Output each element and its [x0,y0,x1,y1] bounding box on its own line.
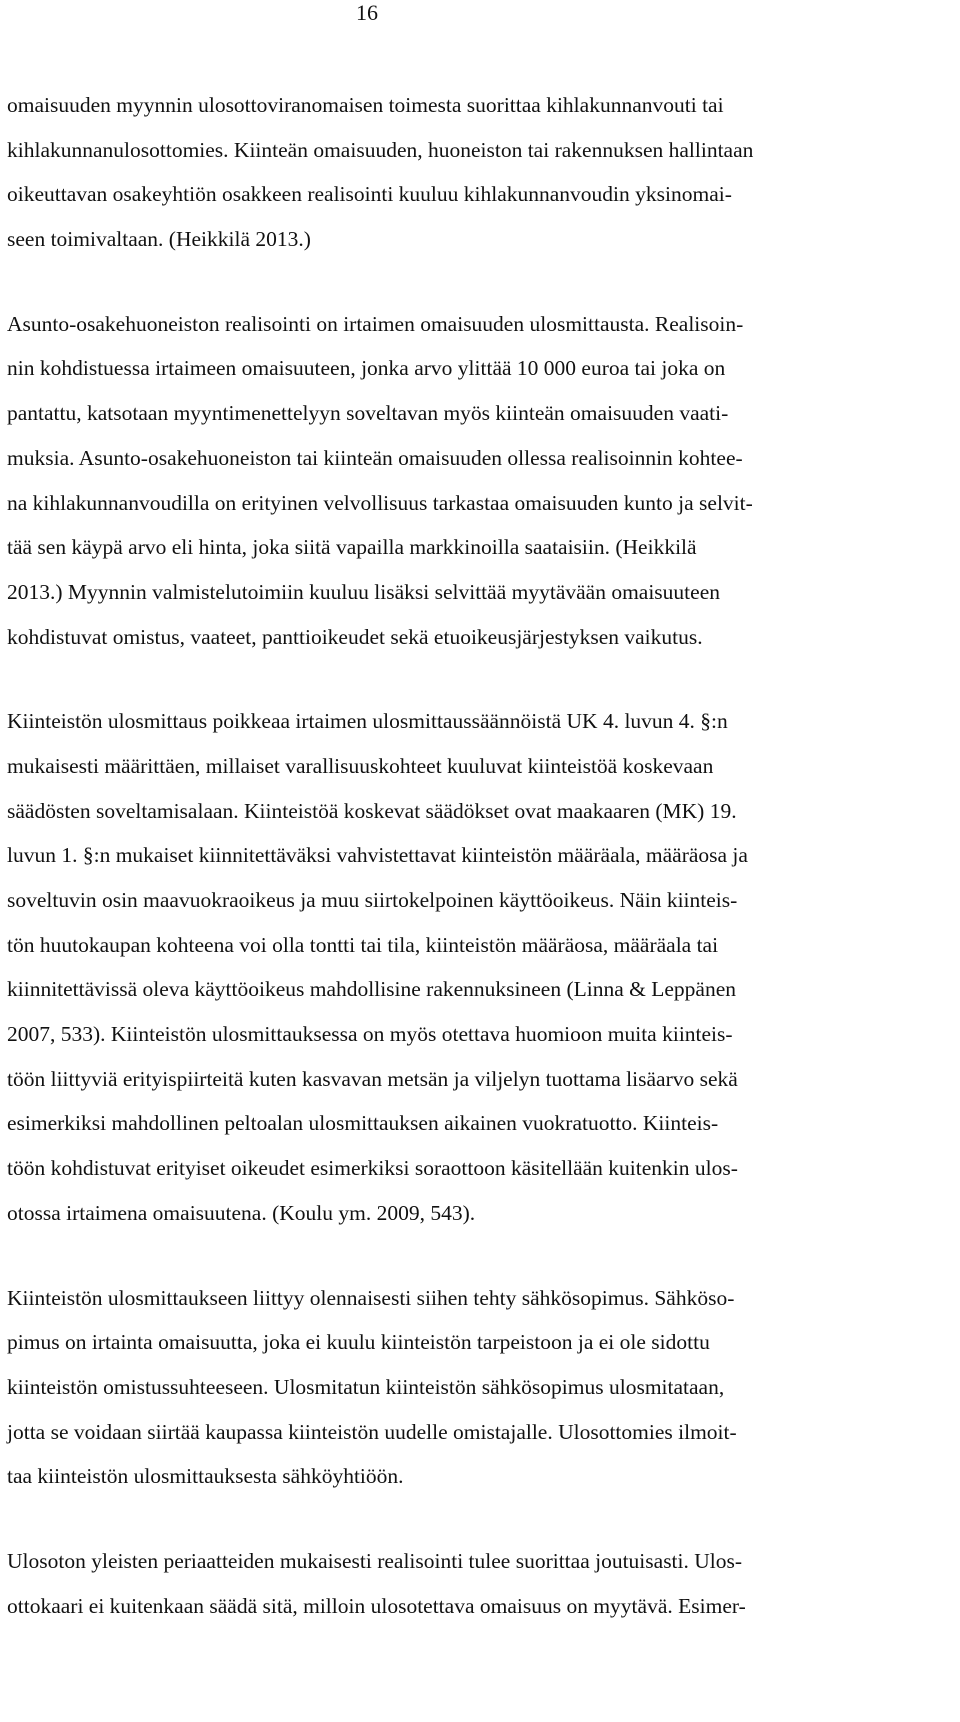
text-line: Asunto-osakehuoneiston realisointi on irtaimen omaisuuden ulosmittausta. Realisoin- [7,311,744,336]
paragraph-gap [7,1506,857,1546]
text-line: taa kiinteistön ulosmittauksesta sähköyhtiöön. [7,1464,404,1489]
text-line: Ulosoton yleisten periaatteiden mukaisesti realisointi tulee suorittaa joutuisasti. Ulos- [7,1548,743,1573]
paragraph-gap [7,269,857,309]
text-line: jotta se voidaan siirtää kaupassa kiinteistön uudelle omistajalle. Ulosottomies ilmoit- [7,1419,737,1444]
text-line: na kihlakunnanvoudilla on erityinen velvollisuus tarkastaa omaisuuden kunto ja selvit- [7,490,753,515]
text-line: luvun 1. §:n mukaiset kiinnitettäväksi vahvistettavat kiinteistön määräala, määräosa ja [7,843,748,868]
text-line: kohdistuvat omistus, vaateet, panttioikeudet sekä etuoikeusjärjestyksen vaikutus. [7,624,703,649]
text-line: tää sen käypä arvo eli hinta, joka siitä vapailla markkinoilla saataisiin. (Heikkilä [7,535,697,560]
text-line: oikeuttavan osakeyhtiön osakkeen realisointi kuuluu kihlakunnanvoudin yksinomai- [7,182,732,207]
text-line: muksia. Asunto-osakehuoneiston tai kiinteän omaisuuden ollessa realisoinnin kohtee- [7,445,743,470]
text-line: mukaisesti määrittäen, millaiset varallisuuskohteet kuuluvat kiinteistöä koskevaan [7,753,714,778]
paragraph-gap [7,666,857,706]
body-text [7,90,857,1635]
text-line: Kiinteistön ulosmittaukseen liittyy olennaisesti siihen tehty sähkösopimus. Sähköso- [7,1285,735,1310]
text-line: soveltuvin osin maavuokraoikeus ja muu siirtokelpoinen käyttöoikeus. Näin kiinteis- [7,888,738,912]
text-line: kiinnitettävissä oleva käyttöoikeus mahdollisine rakennuksineen (Linna & Leppänen [7,977,737,1002]
text-line: töön liittyviä erityispiirteitä kuten kasvavan metsän ja viljelyn tuottama lisäarvo sekä [7,1066,738,1091]
text-line: pimus on irtainta omaisuutta, joka ei kuulu kiinteistön tarpeistoon ja ei ole sidottu [7,1330,710,1355]
text-line: otossa irtaimena omaisuutena. (Koulu ym. 2009, 543). [7,1200,476,1225]
text-line: töön kohdistuvat erityiset oikeudet esimerkiksi soraottoon käsitellään kuitenkin ulos- [7,1156,738,1181]
text-line: kiinteistön omistussuhteeseen. Ulosmitatun kiinteistön sähkösopimus ulosmitataan, [7,1374,725,1399]
paragraph-1 [7,90,857,269]
text-line: pantattu, katsotaan myyntimenettelyyn soveltavan myös kiinteän omaisuuden vaati- [7,401,729,426]
text-line: kihlakunnanulosottomies. Kiinteän omaisuuden, huoneiston tai rakennuksen hallintaan [7,137,754,162]
text-line: 2013.) Myynnin valmistelutoimiin kuuluu lisäksi selvittää myytävään omaisuuteen [7,579,720,604]
text-line: seen toimivaltaan. (Heikkilä 2013.) [7,227,311,252]
text-line: omaisuuden myynnin ulosottoviranomaisen toimesta suorittaa kihlakunnanvouti tai [7,93,724,117]
paragraph-3 [7,706,857,1242]
page-number: 16 [356,0,378,25]
text-line: säädösten soveltamisalaan. Kiinteistöä koskevat säädökset ovat maakaaren (MK) 19. [7,798,737,823]
text-line: tön huutokaupan kohteena voi olla tontti tai tila, kiinteistön määräosa, määräala tai [7,932,719,957]
paragraph-2 [7,309,857,667]
text-line: ottokaari ei kuitenkaan säädä sitä, milloin ulosotettava omaisuus on myytävä. Esimer- [7,1593,746,1618]
text-line: esimerkiksi mahdollinen peltoalan ulosmittauksen aikainen vuokratuotto. Kiinteis- [7,1111,719,1136]
paragraph-5 [7,1546,857,1635]
text-line: Kiinteistön ulosmittaus poikkeaa irtaimen ulosmittaussäännöistä UK 4. luvun 4. §:n [7,709,728,734]
paragraph-gap [7,1243,857,1283]
text-line: nin kohdistuessa irtaimeen omaisuuteen, jonka arvo ylittää 10 000 euroa tai joka on [7,356,726,381]
paragraph-4 [7,1283,857,1506]
text-line: 2007, 533). Kiinteistön ulosmittauksessa on myös otettava huomioon muita kiinteis- [7,1022,733,1047]
